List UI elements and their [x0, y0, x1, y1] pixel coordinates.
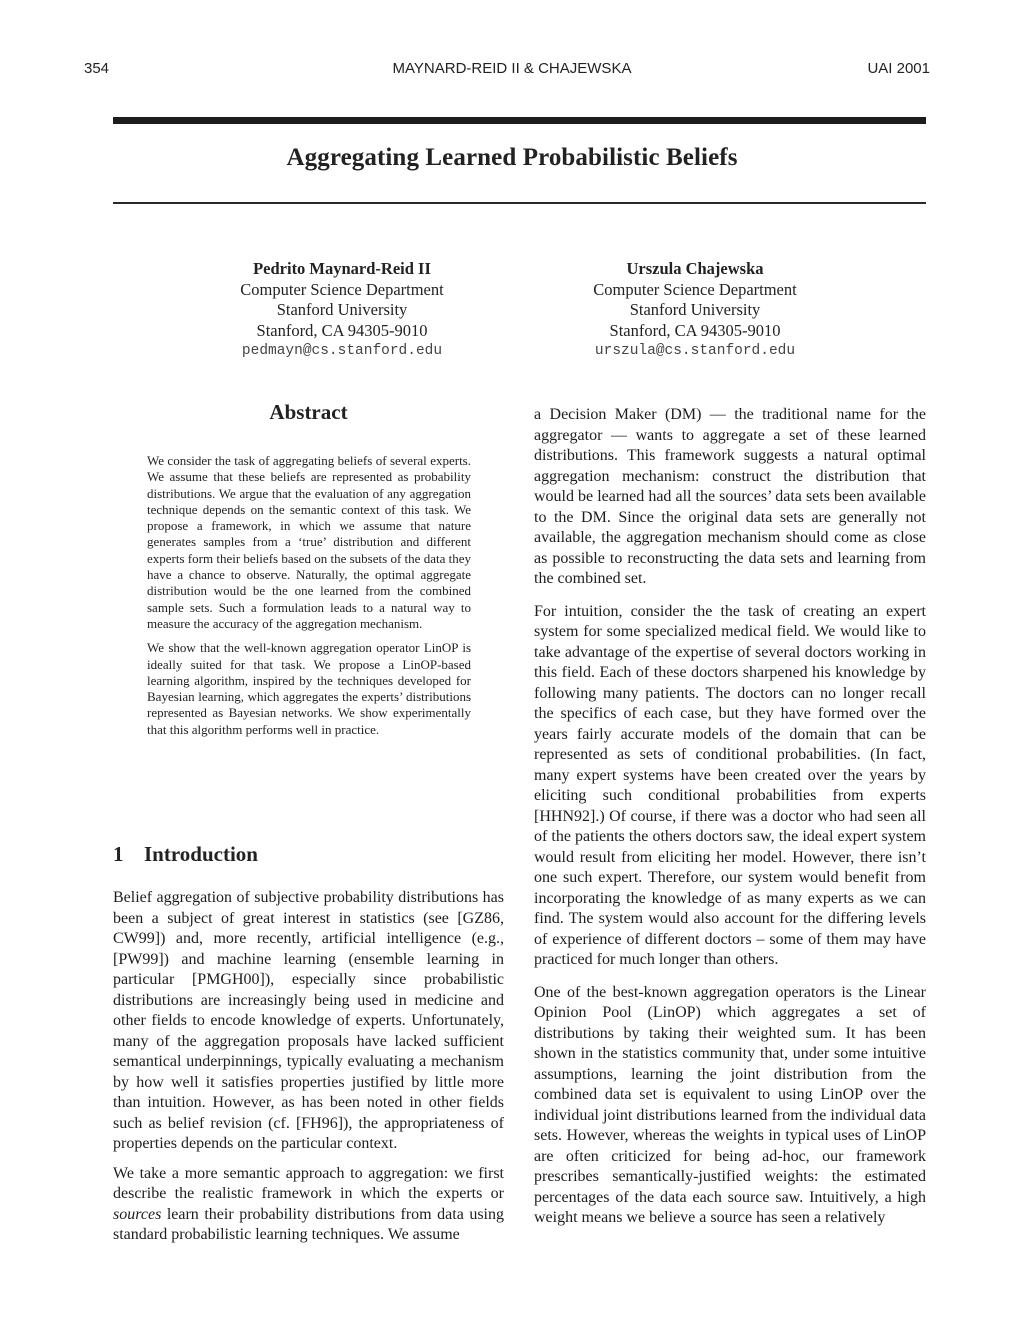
author-address: Stanford, CA 94305-9010 — [256, 320, 428, 340]
author-block-1 — [162, 259, 522, 362]
author-university: Stanford University — [629, 300, 761, 319]
author-department: Computer Science Department — [593, 279, 797, 299]
author-name: Pedrito Maynard-Reid II — [253, 259, 431, 278]
author-email: pedmayn@cs.stanford.edu — [241, 343, 443, 359]
running-head — [0, 60, 1024, 82]
top-rule — [113, 117, 926, 124]
abstract-paragraph: We show that the well-known aggregation operator LinOP is ideally suited for that task. We propose a LinOP-based learning algorithm, inspired by the techniques developed for Bayesian learning, which aggregates the experts’ distributions represented as Bayesian networks. We show experimentally that this algorithm performs well in practice. — [147, 640, 471, 737]
emphasized-term: sources — [113, 1205, 162, 1223]
author-department: Computer Science Department — [240, 279, 444, 299]
left-column-body — [113, 888, 504, 1255]
body-paragraph: Belief aggregation of subjective probability distributions has been a subject of great interest in statistics (see [GZ86, CW99]) and, more recently, artificial intelligence (e.g., [PW99]) and machine learning (ensemble learning in particular [PMGH00]), especially since probabilistic distributions are increasingly being used in medicine and other fields to encode knowledge of experts. Unfortunately, many of the aggregation proposals have lacked sufficient semantical underpinnings, typically evaluating a mechanism by how well it satisfies properties justified by little more than intuition. However, as has been noted in other fields such as belief revision (cf. [FH96]), the appropriateness of properties depends on the particular context. — [113, 889, 504, 1152]
body-paragraph: One of the best-known aggregation operators is the Linear Opinion Pool (LinOP) which aggregates a set of distributions by taking their weighted sum. It has been shown in the statistics community that, under some intuitive assumptions, learning the joint distribution from the combined data set is equivalent to using LinOP over the individual joint distributions learned from the individual data sets. However, whereas the weights in typical uses of LinOP are often criticized for being ad-hoc, our framework prescribes semantically-justified weights: the estimated percentages of the data each source saw. Intuitively, a high weight means we believe a source has seen a relatively — [534, 983, 926, 1226]
author-email: urszula@cs.stanford.edu — [594, 343, 796, 359]
author-address: Stanford, CA 94305-9010 — [609, 320, 781, 340]
author-university: Stanford University — [276, 300, 408, 319]
body-paragraph: For intuition, consider the the task of creating an expert system for some specialized medical field. We would like to take advantage of the expertise of several doctors working in this field. Each of these doctors sharpened his knowledge by following many patients. The doctors can no longer recall the specifics of each case, but they have formed over the years fairly accurate models of the domain that can be represented as sets of conditional probabilities. (In fact, many expert systems have been created over the years by eliciting such conditional probabilities from experts [HHN92].) Of course, if there was a doctor who had seen all of the patients the others doctors saw, the ideal expert system would result from eliciting her model. However, there isn’t one such expert. Therefore, our system would benefit from incorporating the knowledge of as many experts as we can find. The system would also account for the differing levels of experience of different doctors – some of them may have practiced for much longer than others. — [534, 602, 926, 968]
running-head-authors: MAYNARD-REID II & CHAJEWSKA — [392, 60, 632, 77]
body-paragraph — [113, 1164, 504, 1246]
paper-title: Aggregating Learned Probabilistic Beliefs — [286, 144, 738, 171]
abstract-heading: Abstract — [269, 400, 348, 424]
running-head-venue: UAI 2001 — [867, 60, 930, 77]
section-heading — [113, 842, 258, 867]
author-block-2 — [515, 259, 875, 362]
section-title: Introduction — [144, 842, 258, 866]
body-text: We take a more semantic approach to aggregation: we first describe the realistic framework in which the experts or — [113, 1164, 504, 1202]
page-number: 354 — [84, 60, 110, 77]
section-number: 1 — [113, 842, 124, 866]
right-column-body — [534, 405, 926, 1241]
body-paragraph: a Decision Maker (DM) — the traditional name for the aggregator — wants to aggregate a set of these learned distributions. This framework suggests a natural optimal aggregation mechanism: construct the distribution that would be learned had all the sources’ data sets been available to the DM. Since the original data sets are generally not available, the aggregation mechanism should come as close as possible to reconstructing the data sets and learning from the combined set. — [534, 406, 926, 587]
abstract-paragraph: We consider the task of aggregating beliefs of several experts. We assume that these beliefs are represented as probability distributions. We argue that the evaluation of any aggregation technique depends on the semantic context of this task. We propose a framework, in which we assume that nature generates samples from a ‘true’ distribution and different experts form their beliefs based on the subsets of the data they have a chance to observe. Naturally, the optimal aggregate distribution would be the one learned from the combined sample sets. Such a formulation leads to a natural way to measure the accuracy of the aggregation mechanism. — [147, 453, 471, 631]
title-rule — [113, 202, 926, 204]
abstract-body — [147, 453, 471, 746]
body-text: learn their probability distributions from data using standard probabilistic learning techniques. We assume — [113, 1205, 504, 1243]
author-name: Urszula Chajewska — [626, 259, 764, 278]
